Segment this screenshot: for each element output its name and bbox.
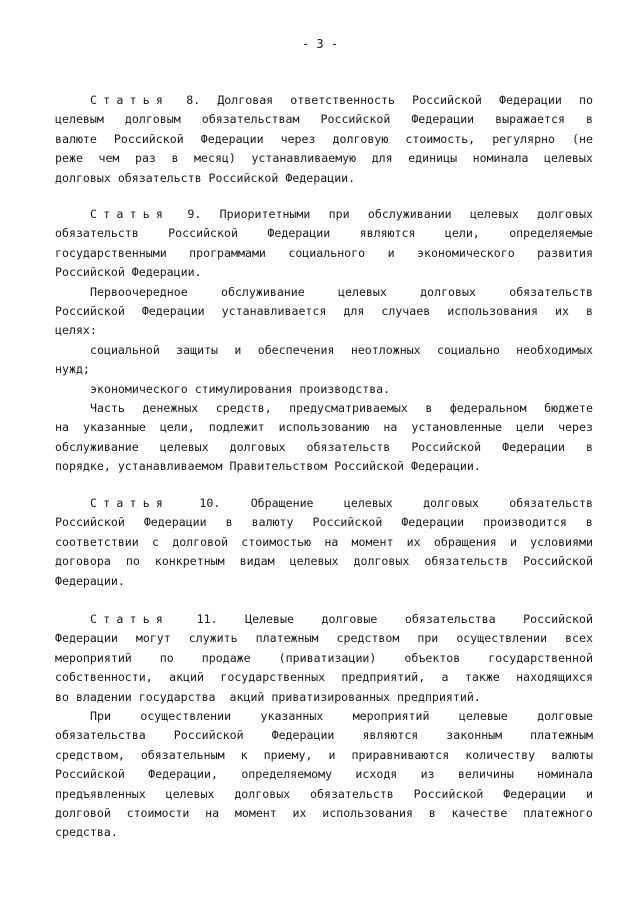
text-line: на указанные цели, подлежит использованию на установленные цели через <box>55 420 593 435</box>
text-line: целях: <box>55 323 97 338</box>
text-line: Первоочередное обслуживание целевых долговых обязательств <box>90 284 593 299</box>
text-line: При осуществлении указанных мероприятий целевые долговые <box>90 708 593 723</box>
article-heading-line: Статья 8. Долговая ответственность Российской Федерации по <box>90 93 593 107</box>
text-line: предъявленных целевых долговых обязательств Российской Федерации и <box>55 786 593 801</box>
article-11 <box>55 610 593 843</box>
text-line: во владении государства акций приватизированных предприятий. <box>55 689 481 704</box>
text-line: средства. <box>55 825 118 840</box>
page-number: - 3 - <box>301 37 339 51</box>
text-line: средством, обязательным к приему, и приравниваются количеству валюты <box>55 747 593 762</box>
text-line: порядке, устанавливаемом Правительством Российской Федерации. <box>55 459 481 474</box>
text-line: валюте Российской Федерации через долговую стоимость, регулярно (не <box>55 131 593 146</box>
text-line: Федерации могут служить платежным средством при осуществлении всех <box>55 631 593 646</box>
article-heading-line: Статья 11. Целевые долговые обязательства Российской <box>90 612 593 626</box>
text-line: мероприятий по продаже (приватизации) объектов государственной <box>55 650 593 665</box>
text-line: Российской Федерации в валюту Российской Федерации производится в <box>55 515 593 530</box>
article-8 <box>55 91 593 188</box>
article-heading-line: Статья 10. Обращение целевых долговых обязательств <box>90 496 593 510</box>
text-line: социальной защиты и обеспечения неотложных социально необходимых <box>90 342 593 357</box>
text-line: целевым долговым обязательствам Российской Федерации выражается в <box>55 112 593 127</box>
text-line: Российской Федерации. <box>55 265 202 280</box>
text-line: реже чем раз в месяц) устанавливаемую для единицы номинала целевых <box>55 151 593 166</box>
text-line: обязательства Российской Федерации являются законным платежным <box>55 728 593 743</box>
text-line: договора по конкретным видам целевых долговых обязательств Российской <box>55 554 593 569</box>
article-9 <box>55 205 593 476</box>
text-line: обслуживание целевых долговых обязательств Российской Федерации в <box>55 439 593 454</box>
text-line: долговых обязательств Российской Федерации. <box>55 170 356 185</box>
text-line: экономического стимулирования производства. <box>90 381 391 396</box>
text-line: Российской Федерации устанавливается для случаев использования их в <box>55 303 593 318</box>
text-line: Часть денежных средств, предусматриваемых в федеральном бюджете <box>90 400 593 415</box>
text-line: обязательств Российской Федерации являются цели, определяемые <box>55 226 593 241</box>
text-line: долговой стоимости на момент их использования в качестве платежного <box>55 805 593 820</box>
text-line: государственными программами социального и экономического развития <box>55 245 593 260</box>
article-heading-line: Статья 9. Приоритетными при обслуживании целевых долговых <box>90 207 593 221</box>
text-line: нужд; <box>55 362 90 377</box>
text-line: соответствии с долговой стоимостью на момент их обращения и условиями <box>55 534 593 549</box>
text-line: Российской Федерации, определяемому исходя из величины номинала <box>55 767 593 782</box>
article-10 <box>55 494 593 591</box>
text-line: Федерации. <box>55 573 125 588</box>
text-line: собственности, акций государственных предприятий, а также находящихся <box>55 670 593 685</box>
